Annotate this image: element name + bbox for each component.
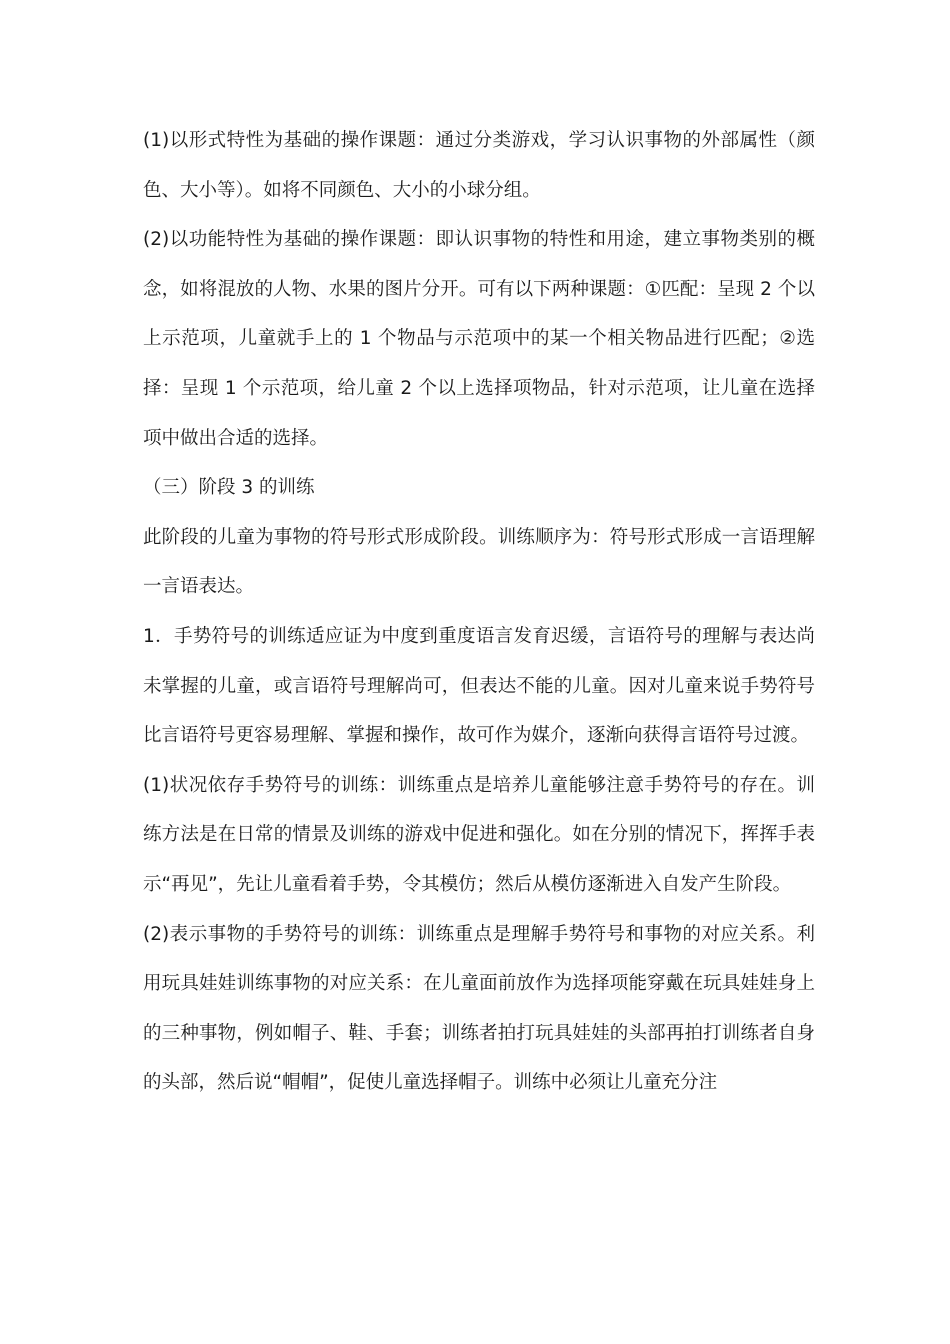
section-heading-stage-3: （三）阶段 3 的训练	[143, 477, 315, 499]
paragraph-gesture-training: 1．手势符号的训练适应证为中度到重度语言发育迟缓，言语符号的理解与表达尚未掌握的儿童，或言语符号理解尚可，但表达不能的儿童。因对儿童来说手势符号比言语符号更容易理解、掌握和操作，故可作为媒介，逐渐向获得言语符号过渡。	[143, 625, 815, 747]
paragraph-situational-gesture: (1)状况依存手势符号的训练：训练重点是培养儿童能够注意手势符号的存在。训练方法是在日常的情景及训练的游戏中促进和强化。如在分别的情况下，挥挥手表示“再见”，先让儿童看着手势，令其模仿；然后从模仿逐渐进入自发产生阶段。	[143, 774, 815, 895]
paragraph-object-gesture: (2)表示事物的手势符号的训练：训练重点是理解手势符号和事物的对应关系。利用玩具娃娃训练事物的对应关系：在儿童面前放作为选择项能穿戴在玩具娃娃身上的三种事物，例如帽子、鞋、手套；训练者拍打玩具娃娃的头部再拍打训练者自身的头部，然后说“帽帽”，促使儿童选择帽子。训练中必须让儿童充分注	[143, 923, 815, 1094]
paragraph-stage-3-intro: 此阶段的儿童为事物的符号形式形成阶段。训练顺序为：符号形式形成一言语理解一言语表达。	[143, 526, 815, 598]
paragraph-form-features: (1)以形式特性为基础的操作课题：通过分类游戏，学习认识事物的外部属性（颜色、大小等）。如将不同颜色、大小的小球分组。	[143, 130, 815, 201]
document-body	[143, 116, 815, 1108]
paragraph-function-features: (2)以功能特性为基础的操作课题：即认识事物的特性和用途，建立事物类别的概念，如将混放的人物、水果的图片分开。可有以下两种课题：①匹配：呈现 2 个以上示范项，儿童就手上的 1 个物品与示范项中的某一个相关物品进行匹配；②选择：呈现 1 个示范项，给儿童 2 个以上选择项物品，针对示范项，让儿童在选择项中做出合适的选择。	[143, 229, 815, 449]
